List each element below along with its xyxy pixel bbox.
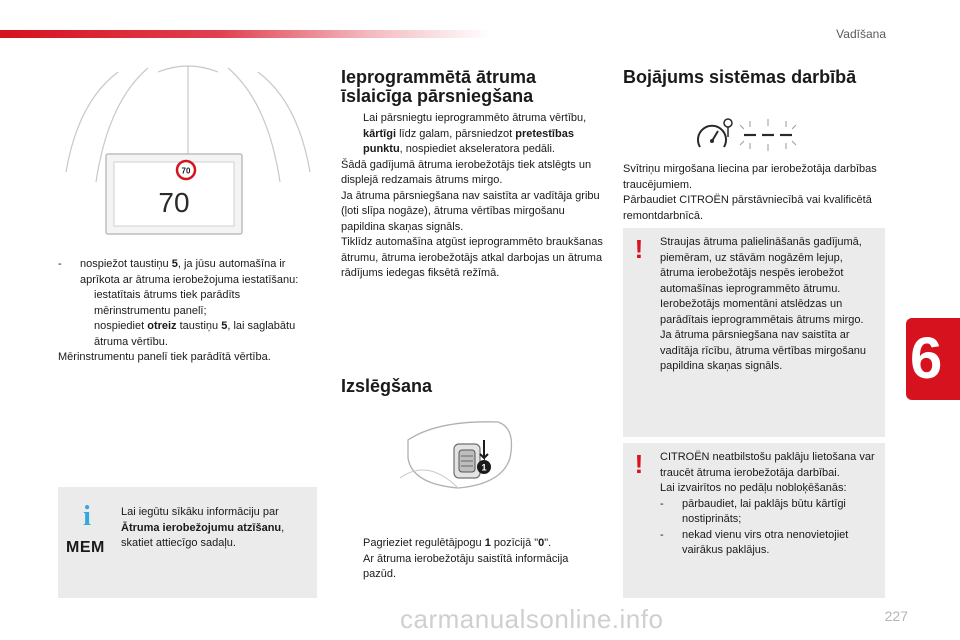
info-icon: i [83, 501, 91, 532]
displayed-speed-value: 70 [158, 187, 190, 218]
chapter-tab [906, 318, 960, 400]
memo-text: Lai iegūtu sīkāku informāciju par Ātruma ierobežojumu atzīšanu, skatiet attiecīgo sadaļu. [121, 506, 285, 549]
warning-box [623, 443, 885, 598]
section-title: Vadīšana [836, 27, 886, 41]
watermark: carmanualsonline.info [400, 604, 664, 634]
header-accent-bar [0, 30, 490, 38]
list-item: Lai pārsniegtu ieprogrammēto ātruma vērtību, kārtīgi līdz galam, pārsniedzot pretestības punktu, nospiediet akseleratora pedāli. [363, 112, 587, 155]
speedometer-fault-icon [694, 115, 814, 155]
warning-text: CITROËN neatbilstošu paklāju lietošana var traucēt ātruma ierobežotāja darbībai. Lai izvairītos no pedāļu nobloķēšanās: - pārbaudiet, lai paklājs būtu kārtīgi nostiprināts; - nekad vienu virs otra nenovietojiet vairākus paklājus. [660, 450, 880, 559]
list-item: Pagrieziet regulētājpogu 1 pozīcijā "0". Ar ātruma ierobežotāju saistītā informācija pazūd. [363, 537, 569, 580]
malfunction-description: Svītriņu mirgošana liecina par ierobežotāja darbības traucējumiem. Pārbaudiet CITROËN pārstāvniecībā vai kvalificētā remontdarbnīcā. [623, 163, 877, 222]
chapter-number: 6 [910, 326, 943, 391]
list-item: - nekad vienu virs otra nenovietojiet vairākus paklājus. [660, 528, 849, 556]
instrument-panel-icon [58, 62, 316, 240]
heading-switch-off: Izslēgšana [341, 376, 433, 396]
list-item: - nospiežot taustiņu 5, ja jūsu automašīna ir aprīkota ar ātruma ierobežojuma iestatīšanu: [58, 258, 299, 286]
heading-temporary-override: Ieprogrammētā ātruma īslaicīga pārsniegšana [341, 67, 537, 106]
limiter-fault-illustration [694, 115, 814, 155]
dashboard-speed-illustration [58, 62, 316, 240]
warning-icon: ! [634, 449, 644, 479]
list-item: nospiediet otreiz taustiņu 5, lai saglabātu ātruma vērtību. [94, 320, 296, 348]
steering-control-icon [398, 418, 518, 493]
page-number: 227 [884, 608, 908, 624]
memo-box [58, 487, 317, 598]
memo-label: MEM [66, 539, 105, 556]
heading-malfunction: Bojājums sistēmas darbībā [623, 67, 857, 87]
list-item: iestatītais ātrums tiek parādīts mērinstrumentu panelī; [94, 289, 241, 317]
warning-text: Straujas ātruma palielināšanās gadījumā, piemēram, uz stāvām nogāzēm lejup, ātruma ierobežotājs nespēs ierobežot automašīnas ieprogrammēto ātrumu. Ierobežotājs momentāni atslēdzas un parādītais ieprogrammētais ātrums mirgo. Ja ātruma pārsniegšana nav saistīta ar vadītāja rīcību, ātruma vērtības mirgošanu papildina skaņas signāls. [660, 236, 867, 372]
override-instructions [341, 111, 603, 282]
speed-sign-value: 70 [181, 166, 191, 176]
warning-box [623, 228, 885, 437]
control-number-label: 1 [481, 462, 487, 473]
switch-off-instructions [341, 505, 603, 583]
closing-text: Mērinstrumentu panelī tiek parādītā vērtība. [58, 351, 271, 363]
speed-setting-instructions [58, 257, 316, 366]
list-item: - pārbaudiet, lai paklājs būtu kārtīgi nostiprināts; [660, 497, 846, 525]
warning-icon: ! [634, 234, 644, 264]
steering-wheel-illustration [398, 418, 518, 493]
override-description: Šādā gadījumā ātruma ierobežotājs tiek atslēgts un displejā redzamais ātrums mirgo. Ja ātruma pārsniegšana nav saistīta ar vadītāja gribu (ļoti slīpa nogāze), ātruma vērtības mirgošanu papildina skaņas signāls. Tiklīdz automašīna atgūst ieprogrammēto braukšanas ātrumu, ātruma ierobežotājs atkal darbojas un ātruma rādījums iedegas fiksētā režīmā. [341, 158, 603, 279]
